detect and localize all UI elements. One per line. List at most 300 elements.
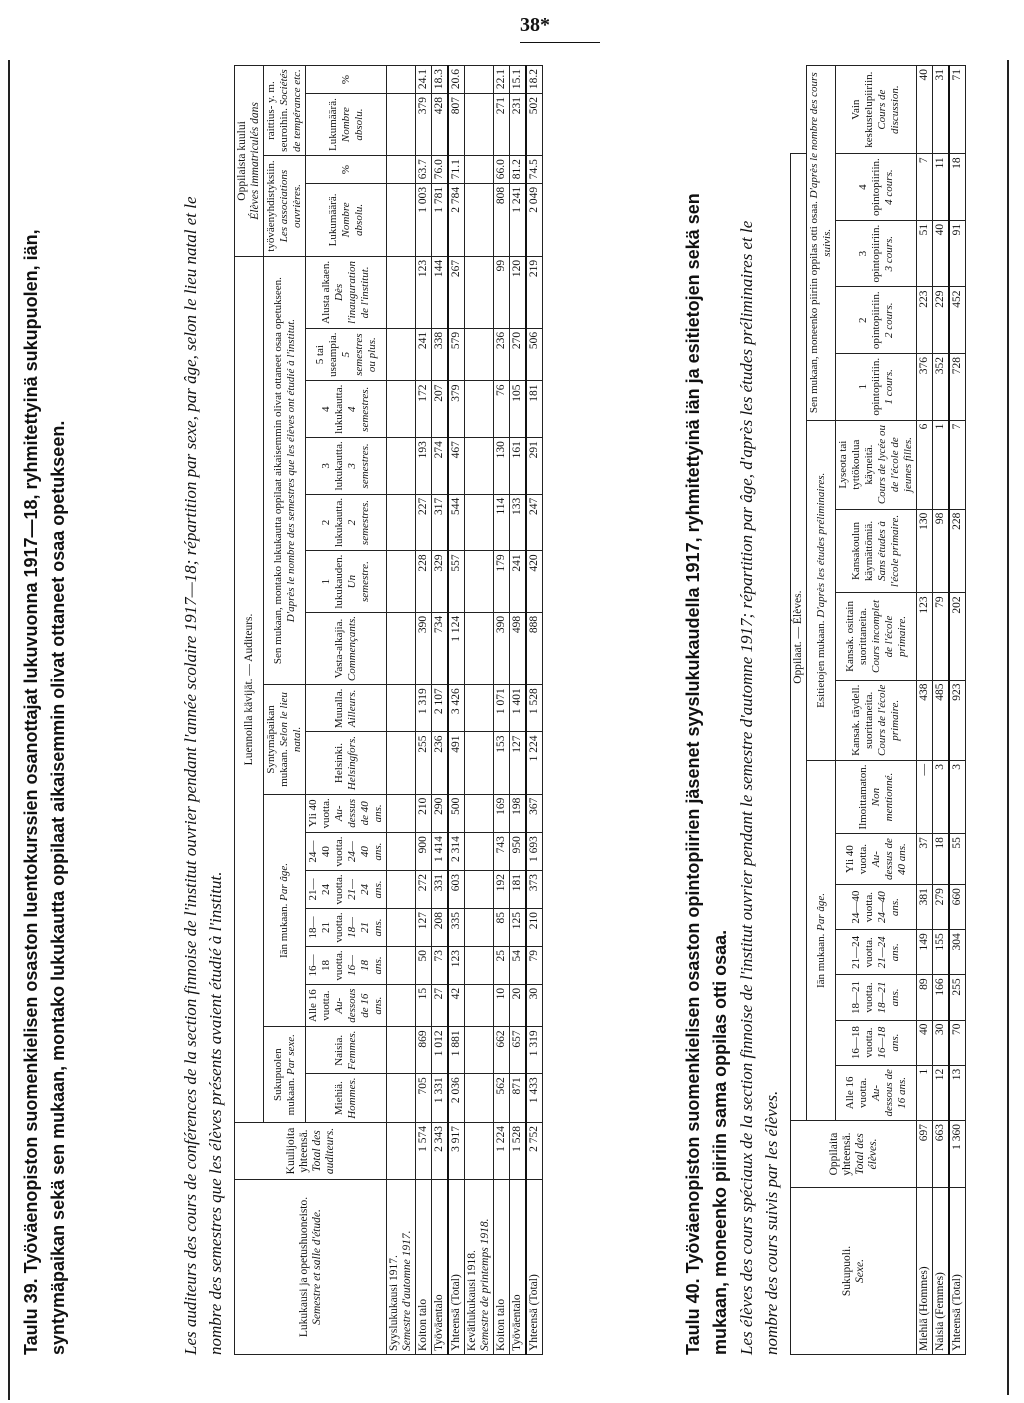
t40-col-fi: Yli 40 vuotta. [843,843,869,875]
table-cell: 181 [510,871,527,909]
table-cell: 192 [494,871,510,909]
table-cell: 869 [416,1027,432,1074]
table-cell: 2 049 [526,183,543,256]
t40-col-fr: 18—21 ans. [876,981,901,1014]
table-cell: 198 [510,794,527,832]
table-cell: 241 [510,551,527,613]
empty-cell [387,256,416,328]
table-cell: 30 [933,1020,950,1065]
table-cell: 99 [494,256,510,328]
table-cell: 98 [933,509,950,593]
empty-cell [387,381,416,438]
bottom-rule [1007,60,1009,1395]
count-fr: Nombre absolu. [339,202,365,238]
t40-col-fi: Alle 16 vuotta. [843,1076,869,1110]
t40-col-fi: 16—18 vuotta. [850,1026,875,1060]
prev-col-header [306,256,387,328]
age-3-fr: 21—24 ans. [346,879,384,900]
t40-col-fr: 1 cours. [882,369,895,405]
members-header [235,66,264,257]
table-cell: 1 319 [416,685,432,732]
table-cell: 54 [510,946,527,984]
prev-col-header [306,551,387,613]
empty-cell [465,794,494,832]
table-cell: 223 [917,287,933,354]
row-label: Koiton talo [416,1180,432,1355]
elsewhere-fr: Ailleurs. [346,689,358,728]
members-header-fi: Oppilaista kuului [236,121,248,201]
table-cell: 85 [494,909,510,947]
t40-col-fr: Au-dessus de 40 ans. [869,838,908,881]
t40-col-fi: 1 opintopiiriin. [856,357,882,416]
t40-col-header [836,220,917,287]
t40-col-fr: 16—18 ans. [876,1026,901,1059]
helsinki-fr: Helsingfors. [346,736,358,791]
table-cell: 1 693 [526,833,543,871]
table-cell: 76.0 [432,156,449,184]
table-cell: 25 [494,946,510,984]
t40-prelim-header [807,420,836,760]
prev-5-fi: 5 tai useampia. [313,332,339,377]
table-cell: 603 [448,871,465,909]
t40-col-fi: Ilmoittamaton. [856,764,869,830]
table-cell: 871 [510,1074,527,1123]
t40-col-header [836,885,917,930]
elsewhere-fi: Muualla. [333,688,345,729]
empty-cell [387,438,416,495]
t40-col-fi: 3 opintopiiriin. [856,224,882,283]
t40-col-fi: 21—24 vuotta. [850,935,875,969]
left-margin-rule [8,60,10,1400]
t40-col-fr: Sans études à l'école primaire. [876,514,901,588]
table-cell: 705 [416,1074,432,1123]
prev-col-header [306,438,387,495]
t40-col-header [836,287,917,354]
table-cell: 125 [510,909,527,947]
table-cell: 63.7 [416,156,432,184]
lectures-header: Luennoilla kävijät. — Auditeurs. [235,256,264,1122]
semester-header [235,1180,387,1355]
table-cell: 73 [432,946,449,984]
table-row [432,66,449,1355]
t40-col-header [836,680,917,760]
age-col-header [306,984,387,1026]
empty-cell [387,494,416,551]
empty-cell [465,833,494,871]
table-cell: 562 [494,1074,510,1123]
table-cell: 149 [917,930,933,975]
table-cell: 485 [933,680,950,760]
t40-col-header [836,1065,917,1120]
table-cell: 663 [933,1121,950,1188]
t40-sex-fr: Sexe. [853,1259,866,1283]
age-header [264,794,306,1027]
table-cell: 231 [510,94,527,156]
table-cell: 3 [933,761,950,834]
temperance-header [264,66,306,156]
table-cell: 42 [448,984,465,1026]
t40-prelim-fi: Esitietojen mukaan. [814,620,827,708]
empty-cell [465,732,494,794]
prev-2-fr: 2 semestres. [346,499,371,546]
table-cell: 130 [917,509,933,593]
table-cell: 120 [510,256,527,328]
prev-header-fi: Sen mukaan, montako lukukautta oppilaat aikaisemmin olivat ottaneet osaa opetukseen. [271,277,284,665]
table-cell: 20.6 [448,66,465,94]
t40-col-fr: Non mentionné. [869,772,895,822]
empty-cell [465,612,494,684]
t40-col-fi: Vain keskustelupiiriin. [850,71,875,148]
table-cell: 888 [526,612,543,684]
t40-col-header [836,834,917,885]
table-cell: 2 784 [448,183,465,256]
row-label: Koiton talo [494,1180,510,1355]
t40-sex-fi: Sukupuoli. [840,1245,853,1297]
table-39-title: Taulu 39. Työväenopiston suomenkielisen osaston luentokurssien osanottajat lukuvuonna 1917—18, ryhmitettyinä sukupuolen, iän, syntymäpaikan sekä sen mukaan, montako lukukautta oppilaat aikaisemmin olivat ottaneet osaa opetukseen. [21,229,68,1355]
table-cell: 166 [933,975,950,1020]
birth-header-fr: Selon le lieu natal. [278,692,303,753]
table-cell: 27 [432,984,449,1026]
t40-total-header [791,1121,917,1188]
table-cell: 228 [416,551,432,613]
count-fr: Nombre absolu. [339,107,365,143]
table-cell: 193 [416,438,432,495]
table-cell: 202 [949,593,966,680]
table-cell: 379 [416,94,432,156]
table-cell: 274 [432,438,449,495]
table-cell: 172 [416,381,432,438]
union-header [264,156,306,257]
prev-5-fr: 5 semestres ou plus. [339,333,378,376]
t40-col-fr: 2 cours. [882,302,895,338]
table-cell: 123 [416,256,432,328]
table-cell: 498 [510,612,527,684]
sex-header-fi: Sukupuolen mukaan. [271,1048,297,1116]
table-cell: 169 [494,794,510,832]
table-cell: 390 [494,612,510,684]
count-fi: Lukumäärä. [326,193,339,247]
table-cell: 236 [432,732,449,794]
page-number-rule [520,42,600,43]
age-col-header [306,794,387,832]
t40-col-fi: Lyseota tai tyttökoulua käyneitä. [837,439,875,490]
empty-cell [465,156,494,184]
table-cell: 210 [526,909,543,947]
union-pct-header: % [306,156,387,184]
t40-col-header [836,354,917,421]
age-5-fi: Yli 40 vuotta. [307,798,332,829]
t40-col-fr: Cours de lycée ou de l'école de jeunes filles. [876,425,914,505]
table-cell: 255 [416,732,432,794]
table-cell: 18 [933,834,950,885]
age-2-fr: 18—21 ans. [346,917,384,938]
table-cell: 1 124 [448,612,465,684]
table-cell: 352 [933,354,950,421]
semester-header-fi: Lukukausi ja opetushuoneisto. [297,1196,310,1338]
table-cell: 900 [416,833,432,871]
table-cell: 144 [432,256,449,328]
table-cell: 133 [510,494,527,551]
table-cell: 179 [494,551,510,613]
table-cell: 18.3 [432,66,449,94]
table-cell: 6 [917,420,933,509]
table-cell: 91 [949,220,966,287]
table-cell: 219 [526,256,543,328]
table-cell: 24.1 [416,66,432,94]
t40-col-fi: 2 opintopiiriin. [856,291,882,350]
age-0-fr: Au-dessous de 16 ans. [333,988,384,1023]
table-cell: 390 [416,612,432,684]
table-cell: 1 881 [448,1027,465,1074]
table-cell: 373 [526,871,543,909]
table-cell: 89 [917,975,933,1020]
women-header-fi: Naisia. [333,1034,345,1066]
table-cell: 181 [526,381,543,438]
table-cell: 367 [526,794,543,832]
table-cell: 381 [917,885,933,930]
t40-col-fr: 3 cours. [882,235,895,272]
birth-header [264,685,306,794]
t40-col-header [836,509,917,593]
table-cell: 71 [949,66,966,154]
table-cell: 1 528 [526,685,543,732]
table-cell: 1 319 [526,1027,543,1074]
table-39-subtitle: Les auditeurs des cours de conférences de la section finnoise de l'institut ouvrier pendant l'année scolaire 1917—18; répartition par sexe, par âge, selon le lieu natal et le nombre des semestres que les élèves présents avaient étudié à l'institut. [181,196,225,1355]
table-cell: 506 [526,328,543,381]
table-cell: 127 [510,732,527,794]
table-cell: 207 [432,381,449,438]
table-row [510,66,527,1355]
table-40-subtitle: Les élèves des cours spéciaux de la section finnoise de l'institut ouvrier pendant le semestre d'automne 1917; répartition par âge, d'après les études préliminaires et le nombre des cours suivis par les élèves. [737,220,781,1355]
table-cell: 229 [933,287,950,354]
table-cell: 271 [494,94,510,156]
table-cell: 467 [448,438,465,495]
empty-cell [465,183,494,256]
table-row [494,66,510,1355]
table-cell: 2 314 [448,833,465,871]
table-cell: 37 [917,834,933,885]
t40-total-fi: Oppilaita yhteensä. [827,1132,853,1176]
table-cell: 1 401 [510,685,527,732]
row-label: Yhteensä (Total) [949,1188,966,1355]
empty-cell [387,551,416,613]
table-cell: 3 [949,761,966,834]
age-header-fr: Par âge. [278,863,290,901]
union-header-fi: työväenyhdistyksiin. [265,160,277,252]
table-39 [234,65,543,1355]
prev-0-fi: Vasta-alkajia. [333,618,345,679]
prev-1-fi: 1 lukukauden. [320,554,345,609]
table-cell: 79 [933,593,950,680]
table-cell: 247 [526,494,543,551]
t40-col-fr: Au-dessous de 16 ans. [869,1069,908,1117]
t40-col-header [836,1020,917,1065]
empty-cell [387,833,416,871]
rotated-page-content [12,60,1017,1395]
section-title-fi: Kevätlukukausi 1918. [466,1250,478,1351]
table-cell: 66.0 [494,156,510,184]
table-cell: 1 [917,1065,933,1120]
table-cell: 379 [448,381,465,438]
empty-cell [465,438,494,495]
section-title-fr: Semestre de printemps 1918. [479,1218,491,1351]
table-cell: 1 360 [949,1121,966,1188]
table-cell: 950 [510,833,527,871]
table-cell: 317 [432,494,449,551]
empty-cell [465,1027,494,1074]
table-cell: 272 [416,871,432,909]
empty-cell [387,1123,416,1180]
table-cell: 1 224 [526,732,543,794]
table-cell: 743 [494,833,510,871]
age-header-fi: Iän mukaan. [278,903,290,959]
table-cell: 50 [416,946,432,984]
table-cell: 11 [933,154,950,221]
table-cell: 55 [949,834,966,885]
age-4-fr: 24—40 ans. [346,841,384,862]
table-cell: 1 528 [510,1123,527,1180]
t40-col-fr: Cours de l'école primaire. [876,684,901,756]
t40-col-fi: Kansakoulun käymättömiä. [850,520,875,582]
empty-cell [387,328,416,381]
t40-age-fi: Iän mukaan. [814,933,827,989]
empty-cell [387,66,416,94]
table-cell: 420 [526,551,543,613]
table-cell: 3 917 [448,1123,465,1180]
table-cell: 51 [917,220,933,287]
t40-col-fr: 4 cours. [882,169,895,205]
table-cell: 428 [432,94,449,156]
table-cell: 502 [526,94,543,156]
t40-col-header [836,593,917,680]
row-label: Yhteensä (Total) [448,1180,465,1355]
prev-4-fr: 4 semestres. [346,386,371,432]
table-cell: 331 [432,871,449,909]
temperance-header-fi: raittius- y. m. seuroihin. [265,81,290,152]
table-cell: 7 [917,154,933,221]
empty-cell [465,256,494,328]
table-cell: 3 426 [448,685,465,732]
section-header-row [387,66,416,1355]
table-cell: 7 [949,420,966,509]
semester-header-fr: Semestre et salle d'étude. [310,1209,323,1325]
women-header [306,1027,387,1074]
empty-cell [387,1027,416,1074]
union-count-header [306,183,387,256]
birth-header-fi: Syntymäpaikan mukaan. [265,705,290,787]
age-2-fi: 18—21 vuotta. [307,912,345,943]
men-header [306,1074,387,1123]
table-cell: 1 414 [432,833,449,871]
table-cell: 161 [510,438,527,495]
table-cell: 15 [416,984,432,1026]
table-row [933,66,950,1355]
empty-cell [387,94,416,156]
empty-cell [387,685,416,732]
section-title-fi: Syyslukukausi 1917. [388,1255,400,1351]
prev-3-fi: 3 lukukautta. [320,441,345,491]
table-cell: 70 [949,1020,966,1065]
table-cell: 155 [933,930,950,975]
prev-0-fr: Commençants. [346,616,358,682]
table-cell: 1 071 [494,685,510,732]
table-row [416,66,432,1355]
prev-header [264,256,306,684]
table-cell: 127 [416,909,432,947]
empty-cell [387,909,416,947]
table-cell: 22.1 [494,66,510,94]
table-cell: 500 [448,794,465,832]
table-cell: 1 224 [494,1123,510,1180]
empty-cell [465,94,494,156]
age-col-header [306,871,387,909]
t40-col-header [836,66,917,154]
total-header [235,1123,387,1180]
table-cell: 210 [416,794,432,832]
t40-col-header [836,975,917,1020]
table-cell: 438 [917,680,933,760]
table-cell: 662 [494,1027,510,1074]
table-cell: 338 [432,328,449,381]
table-cell: 697 [917,1121,933,1188]
t40-col-fi: Kansak. osittain suorittaneita. [843,601,869,672]
empty-cell [465,1074,494,1123]
table-cell: 329 [432,551,449,613]
table-cell: 123 [917,593,933,680]
table-cell: 304 [949,930,966,975]
helsinki-header [306,732,387,794]
table-cell: 557 [448,551,465,613]
t40-col-fi: 4 opintopiiriin. [856,158,882,216]
table-cell: 18 [949,154,966,221]
empty-cell [465,66,494,94]
empty-cell [465,685,494,732]
empty-cell [387,156,416,184]
table-cell: 279 [933,885,950,930]
t40-col-fi: 24—40 vuotta. [850,890,875,924]
table-cell: 105 [510,381,527,438]
table-cell: 270 [510,328,527,381]
helsinki-fi: Helsinki. [333,743,345,784]
count-fi: Lukumäärä. [326,98,339,151]
men-header-fi: Miehiä. [333,1081,345,1116]
table-cell: 1 [933,420,950,509]
table-cell: 79 [526,946,543,984]
temp-count-header [306,94,387,156]
t40-col-fi: Kansak. täydell. suorittaneita. [850,684,875,756]
table-cell: 40 [917,66,933,154]
table-cell: 18.2 [526,66,543,94]
empty-cell [465,984,494,1026]
table-cell: 657 [510,1027,527,1074]
t40-col-header [836,154,917,221]
table-cell: 20 [510,984,527,1026]
prev-6-fi: Alusta alkaen. [320,260,332,324]
table-cell: 2 036 [448,1074,465,1123]
empty-cell [465,381,494,438]
section-title [387,1180,416,1355]
prev-2-fi: 2 lukukautta. [320,497,345,548]
table-cell: 30 [526,984,543,1026]
table-cell: 228 [949,509,966,593]
t40-sex-header [791,1188,917,1355]
table-cell: 31 [933,66,950,154]
table-cell: 208 [432,909,449,947]
men-header-fr: Hommes. [346,1077,358,1119]
table-cell: 130 [494,438,510,495]
age-3-fi: 21—24 vuotta. [307,874,345,905]
empty-cell [465,1123,494,1180]
